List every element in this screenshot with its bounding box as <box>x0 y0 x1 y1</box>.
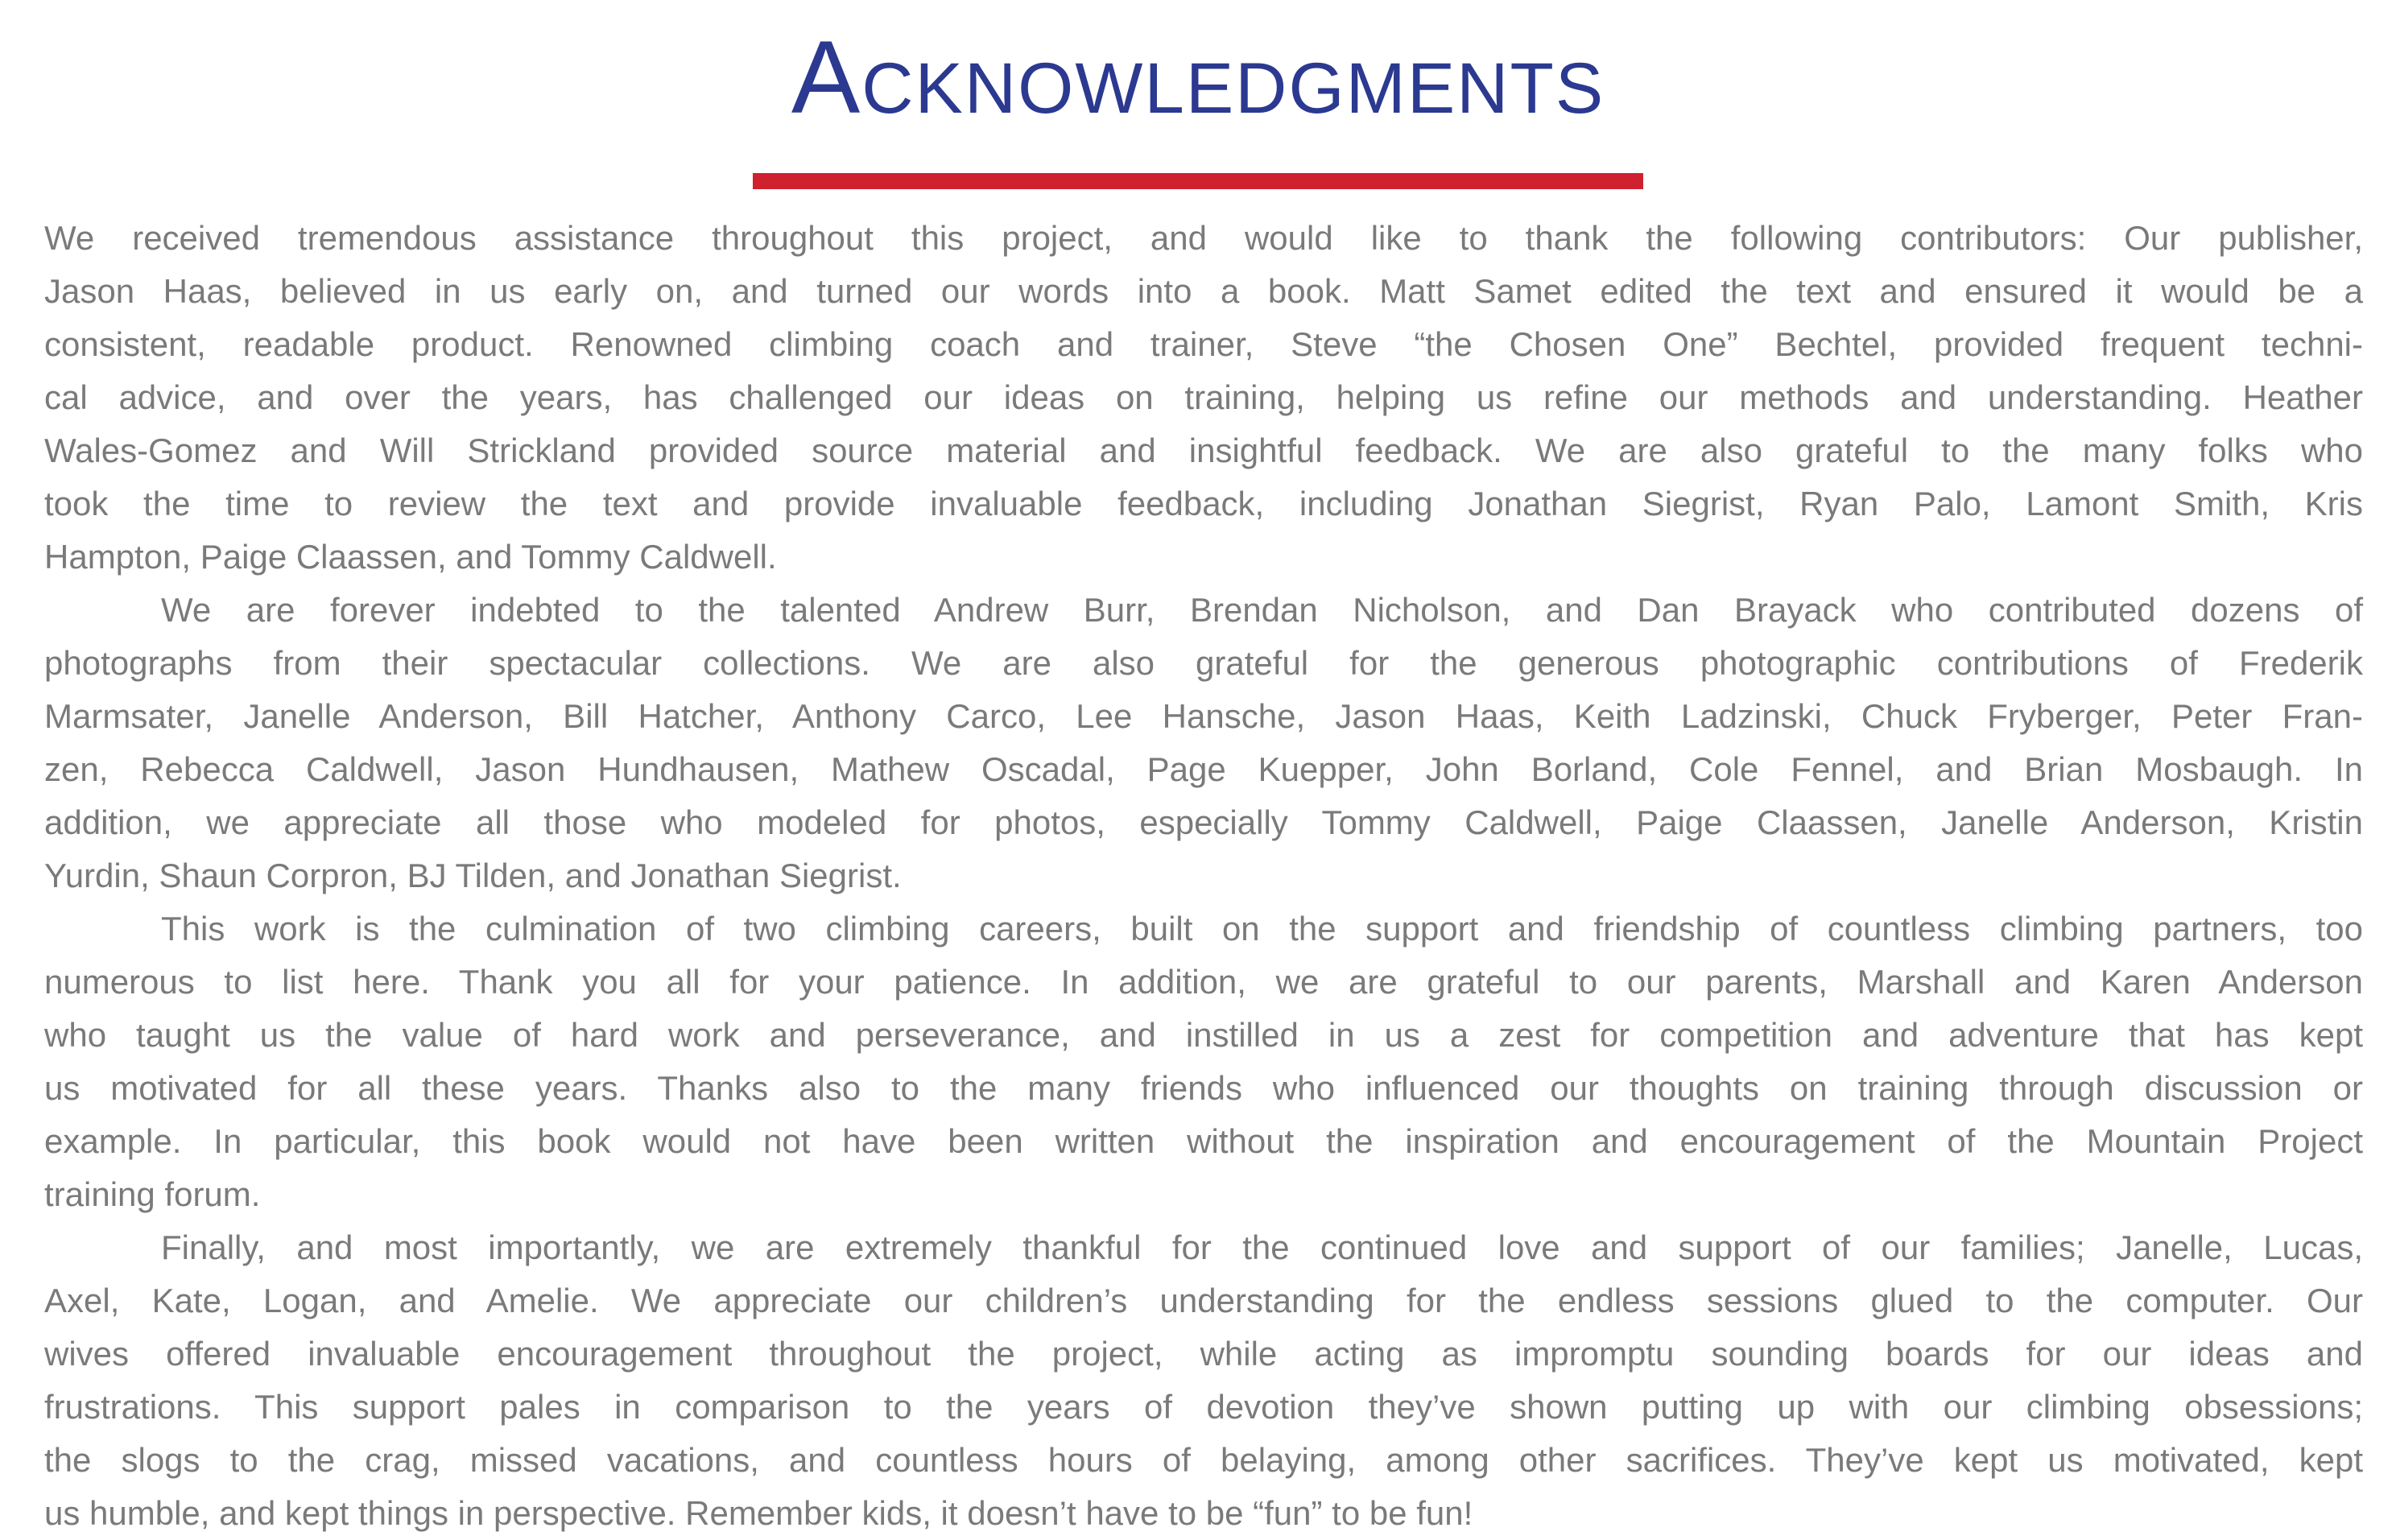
text-line: frustrations. This support pales in comparison to the years of devotion they’ve shown putting up with our climbing obsessions; <box>44 1387 2363 1426</box>
text-line: consistent, readable product. Renowned climbing coach and trainer, Steve “the Chosen One” Bechtel, provided frequent techni- <box>44 324 2363 363</box>
text-line: Hampton, Paige Claassen, and Tommy Caldwell. <box>44 537 777 576</box>
title-row <box>0 0 2396 189</box>
paragraph-2 <box>44 584 2363 902</box>
text-line: addition, we appreciate all those who modeled for photos, especially Tommy Caldwell, Paige Claassen, Janelle Anderson, Kristin <box>44 803 2363 841</box>
text-line: photographs from their spectacular collections. We are also grateful for the generous photographic contributions of Frederik <box>44 643 2363 682</box>
text-line: This work is the culmination of two climbing careers, built on the support and friendship of countless climbing partners, too <box>161 909 2363 948</box>
text-line: Axel, Kate, Logan, and Amelie. We appreciate our children’s understanding for the endless sessions glued to the computer. Our <box>44 1281 2363 1319</box>
text-line: who taught us the value of hard work and perseverance, and instilled in us a zest for competition and adventure that has kept <box>44 1015 2363 1054</box>
text-line: Wales-Gomez and Will Strickland provided source material and insightful feedback. We are also grateful to the many folks who <box>44 431 2363 469</box>
text-line: zen, Rebecca Caldwell, Jason Hundhausen, Mathew Oscadal, Page Kuepper, John Borland, Cole Fennel, and Brian Mosbaugh. In <box>44 749 2363 788</box>
text-line: numerous to list here. Thank you all for your patience. In addition, we are grateful to our parents, Marshall and Karen Anderson <box>44 962 2363 1001</box>
paragraph-3 <box>44 902 2363 1221</box>
text-line: Finally, and most importantly, we are extremely thankful for the continued love and support of our families; Janelle, Lucas, <box>161 1228 2363 1266</box>
paragraph-1 <box>44 212 2363 584</box>
page-title <box>791 20 1605 136</box>
text-line: We received tremendous assistance throughout this project, and would like to thank the following contributors: Our publisher, <box>44 218 2363 257</box>
body-text <box>0 189 2396 1540</box>
text-line: cal advice, and over the years, has challenged our ideas on training, helping us refine our methods and understanding. Heather <box>44 378 2363 416</box>
text-line: wives offered invaluable encouragement throughout the project, while acting as impromptu sounding boards for our ideas and <box>44 1334 2363 1373</box>
title-underline-rule <box>753 173 1643 189</box>
text-line: Yurdin, Shaun Corpron, BJ Tilden, and Jonathan Siegrist. <box>44 856 902 894</box>
text-line: Jason Haas, believed in us early on, and turned our words into a book. Matt Samet edited the text and ensured it would be a <box>44 271 2363 310</box>
text-line: We are forever indebted to the talented Andrew Burr, Brendan Nicholson, and Dan Brayack who contributed dozens of <box>161 590 2363 629</box>
text-line: training forum. <box>44 1175 261 1213</box>
text-line: example. In particular, this book would not have been written without the inspiration and encouragement of the Mountain Project <box>44 1121 2363 1160</box>
paragraph-4 <box>44 1221 2363 1540</box>
page-title-rest: CKNOWLEDGMENTS <box>861 47 1605 129</box>
text-line: us motivated for all these years. Thanks also to the many friends who influenced our thoughts on training through discussion or <box>44 1068 2363 1107</box>
text-line: the slogs to the crag, missed vacations, and countless hours of belaying, among other sacrifices. They’ve kept us motivated, kept <box>44 1440 2363 1479</box>
text-line: took the time to review the text and provide invaluable feedback, including Jonathan Siegrist, Ryan Palo, Lamont Smith, Kris <box>44 484 2363 522</box>
text-line: us humble, and kept things in perspective. Remember kids, it doesn’t have to be “fun” to be fun! <box>44 1493 1473 1532</box>
text-line: Marmsater, Janelle Anderson, Bill Hatcher, Anthony Carco, Lee Hansche, Jason Haas, Keith Ladzinski, Chuck Fryberger, Peter Fran- <box>44 696 2363 735</box>
page-title-initial: A <box>791 20 862 136</box>
